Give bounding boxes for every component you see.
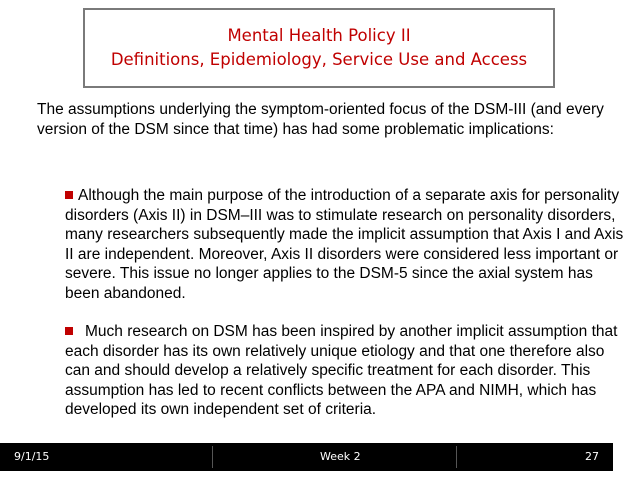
- slide-title-box: [83, 8, 555, 88]
- footer-date: 9/1/15: [14, 450, 50, 463]
- bullet-text: Much research on DSM has been inspired by another implicit assumption that each disorder has its own relatively unique etiology and that one therefore also can and should develop a relatively specific treatment for each disorder. This assumption has led to recent conflicts between the APA and NIMH, which has developed its own independent set of criteria.: [65, 323, 618, 418]
- footer-divider: [212, 446, 213, 468]
- bullet-text: Although the main purpose of the introduction of a separate axis for personality disorders (Axis II) in DSM–III was to stimulate research on personality disorders, many researchers subsequently made the implicit assumption that Axis I and Axis II are independent. Moreover, Axis II disorders were considered less important or severe. This issue no longer applies to the DSM-5 since the axial system has been abandoned.: [65, 187, 624, 302]
- page-number: 27: [585, 450, 599, 463]
- intro-paragraph: The assumptions underlying the symptom-oriented focus of the DSM-III (and every version of the DSM since that time) has had some problematic implications:: [37, 101, 604, 138]
- footer-divider: [456, 446, 457, 468]
- slide-subtitle: Definitions, Epidemiology, Service Use and Access: [110, 50, 528, 69]
- slide-title: Mental Health Policy II: [227, 26, 411, 45]
- slide-footer: [0, 443, 613, 471]
- square-bullet-icon: [65, 327, 73, 335]
- bullet-item: [65, 322, 625, 420]
- square-bullet-icon: [65, 191, 73, 199]
- bullet-item: [65, 186, 625, 303]
- footer-week: Week 2: [320, 450, 361, 463]
